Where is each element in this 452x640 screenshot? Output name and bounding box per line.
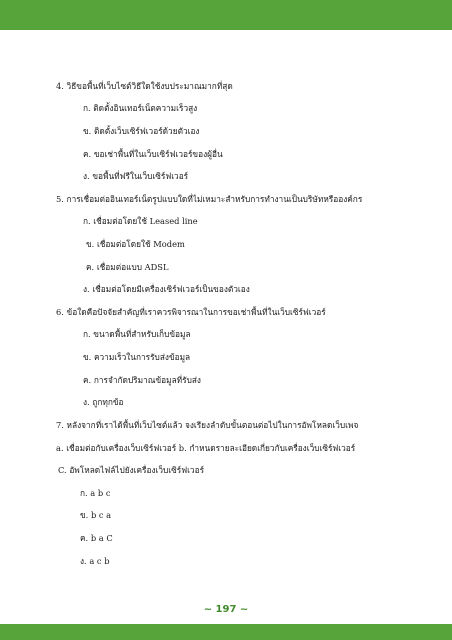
question-5: 5. การเชื่อมต่ออินเทอร์เน็ตรูปแบบใดที่ไม่เหมาะสำหรับการทำงานเป็นบริษัทหรือองค์กร [56, 194, 363, 204]
q7-option-d: ง. a c b [80, 556, 110, 566]
q7-steps-line-1: a. เชื่อมต่อกับเครื่องเว็บเซิร์ฟเวอร์ b. กำหนดรายละเอียดเกี่ยวกับเครื่องเว็บเซิร์ฟเวอร์ [56, 443, 356, 453]
question-4: 4. วิธีขอพื้นที่เว็บไซต์วิธีใดใช้งบประมาณมากที่สุด [56, 81, 233, 91]
q4-option-b: ข. ติดตั้งเว็บเซิร์ฟเวอร์ด้วยตัวเอง [83, 126, 200, 136]
bottom-accent-bar [0, 624, 452, 640]
question-7: 7. หลังจากที่เราได้พื้นที่เว็บไซต์แล้ว จงเรียงลำดับขั้นตอนต่อไปในการอัพโหลดเว็บเพจ [56, 420, 359, 430]
q5-option-d: ง. เชื่อมต่อโดยมีเครื่องเซิร์ฟเวอร์เป็นของตัวเอง [83, 284, 250, 294]
q6-option-d: ง. ถูกทุกข้อ [83, 397, 124, 407]
q5-option-b: ข. เชื่อมต่อโดยใช้ Modem [86, 239, 185, 249]
page-number: ~ 197 ~ [203, 604, 249, 615]
q4-option-c: ค. ขอเช่าพื้นที่ในเว็บเซิร์ฟเวอร์ของผู้อื่น [83, 149, 223, 159]
q4-option-d: ง. ขอพื้นที่ฟรีในเว็บเซิร์ฟเวอร์ [83, 171, 189, 181]
q4-option-a: ก. ติดตั้งอินเทอร์เน็ตความเร็วสูง [83, 103, 198, 113]
q6-option-b: ข. ความเร็วในการรับส่งข้อมูล [83, 352, 191, 362]
q5-option-c: ค. เชื่อมต่อแบบ ADSL [86, 262, 169, 272]
q7-option-b: ข. b c a [80, 510, 112, 520]
q6-option-a: ก. ขนาดพื้นที่สำหรับเก็บข้อมูล [83, 329, 191, 339]
question-6: 6. ข้อใดคือปัจจัยสำคัญที่เราควรพิจารณาในการขอเช่าพื้นที่ในเว็บเซิร์ฟเวอร์ [56, 307, 326, 317]
q7-option-c: ค. b a C [80, 533, 113, 543]
q7-option-a: ก. a b c [80, 488, 111, 498]
q6-option-c: ค. การจำกัดปริมาณข้อมูลที่รับส่ง [83, 375, 201, 385]
top-accent-bar [0, 0, 452, 30]
q5-option-a: ก. เชื่อมต่อโดยใช้ Leased line [83, 216, 198, 226]
q7-steps-line-2: C. อัพโหลดไฟล์ไปยังเครื่องเว็บเซิร์ฟเวอร์ [58, 465, 205, 475]
